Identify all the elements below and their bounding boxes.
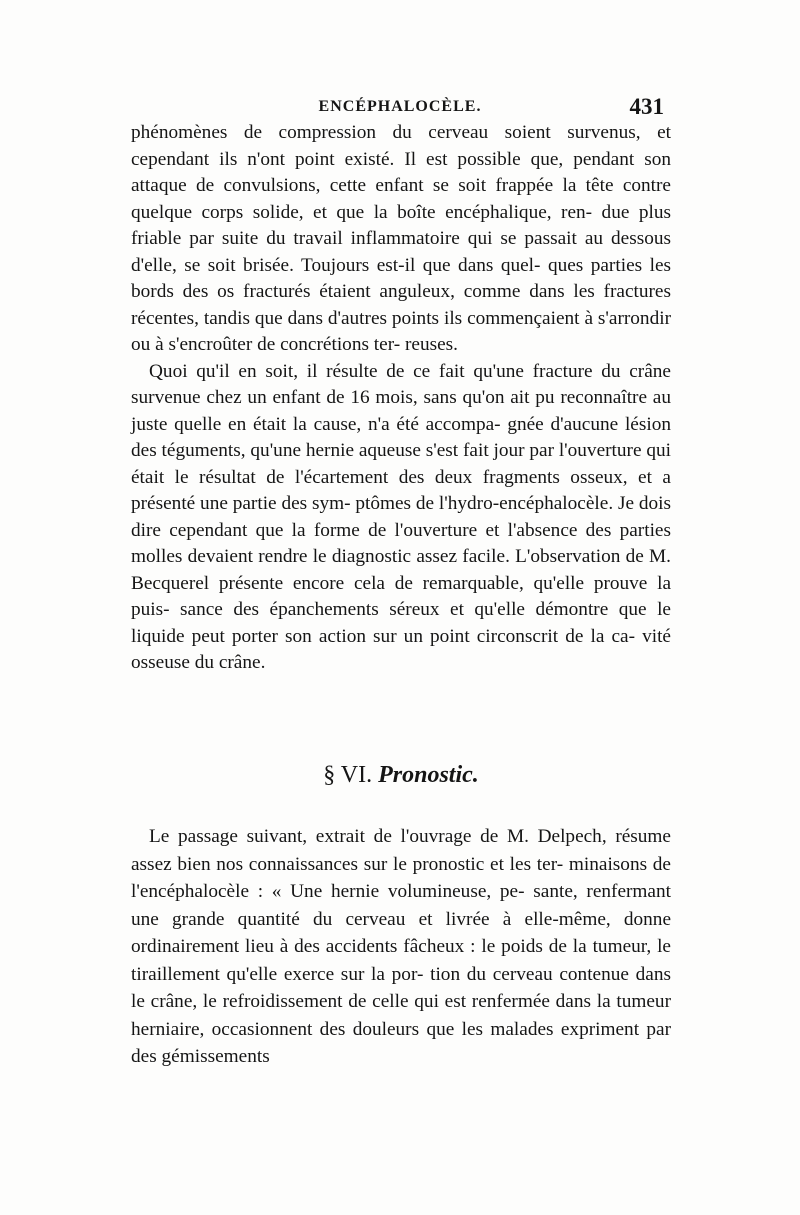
text-line: vité osseuse du crâne. bbox=[131, 625, 671, 673]
text-line: liquide peut porter son action sur un point circonscrit de la ca- bbox=[131, 625, 635, 647]
text-line: des douleurs que les malades expriment par des gémissements bbox=[131, 1018, 671, 1067]
text-line: son attaque de convulsions, cette enfant se soit frappée la tête bbox=[131, 148, 672, 196]
text-line: due plus friable par suite du travail inflammatoire qui se passait bbox=[131, 201, 671, 249]
page-number: 431 bbox=[629, 94, 664, 119]
text-line: reuses. bbox=[404, 334, 458, 355]
running-head: ENCÉPHALOCÈLE. bbox=[318, 98, 482, 115]
body-text-upper bbox=[131, 120, 671, 677]
text-line: sance des épanchements séreux et qu'elle démontre que le bbox=[180, 599, 671, 620]
section-heading bbox=[131, 760, 671, 790]
text-line: gnée d'aucune lésion des téguments, qu'une hernie aqueuse s'est bbox=[131, 413, 671, 461]
text-line: contre quelque corps solide, et que la boîte encéphalique, ren- bbox=[131, 175, 671, 223]
text-line: commençaient à s'arrondir ou à s'encroûter de concrétions ter- bbox=[131, 307, 671, 355]
text-line: crâne survenue chez un enfant de 16 mois, sans qu'on ait pu bbox=[131, 360, 671, 408]
text-line: sante, renfermant une grande quantité du cerveau et livrée à bbox=[131, 881, 671, 930]
text-line: des deux fragments osseux, et a présenté une partie des sym- bbox=[131, 466, 671, 514]
body-text-lower bbox=[131, 823, 671, 1071]
text-line: résume assez bien nos connaissances sur le pronostic et les ter- bbox=[131, 826, 671, 875]
paragraph-continued bbox=[131, 120, 671, 359]
text-line: reconnaître au juste quelle en était la cause, n'a été accompa- bbox=[131, 387, 671, 435]
text-line: celle qui est renfermée dans la tumeur herniaire, occasionnent bbox=[131, 991, 671, 1040]
text-line: au dessous d'elle, se soit brisée. Toujours est-il que dans quel- bbox=[131, 228, 671, 276]
text-line: ques parties les bords des os fracturés étaient anguleux, comme bbox=[131, 254, 672, 302]
text-line: présente encore cela de remarquable, qu'elle prouve la puis- bbox=[131, 572, 672, 620]
text-line: forme de l'ouverture et l'absence des parties molles devaient bbox=[131, 519, 671, 567]
text-line: fait jour par l'ouverture qui était le résultat de l'écartement bbox=[131, 440, 671, 488]
text-line: minaisons de l'encéphalocèle : « Une hernie volumineuse, pe- bbox=[131, 853, 671, 902]
text-line: cependant ils n'ont point existé. Il est possible que, pendant bbox=[131, 148, 635, 170]
section-title: Pronostic. bbox=[378, 762, 479, 788]
text-line: phénomènes de compression du cerveau soient survenus, et bbox=[131, 122, 671, 143]
text-line: rendre le diagnostic assez facile. L'observation de M. Becquerel bbox=[131, 546, 671, 594]
section-number: § VI. bbox=[323, 762, 373, 788]
text-line: le poids de la tumeur, le tiraillement qu'elle exerce sur la por- bbox=[131, 936, 671, 985]
paragraph bbox=[131, 359, 671, 677]
text-line: Le passage suivant, extrait de l'ouvrage de M. Delpech, bbox=[149, 826, 607, 847]
text-line: Quoi qu'il en soit, il résulte de ce fait qu'une fracture du bbox=[149, 360, 621, 382]
text-line: dans les fractures récentes, tandis que dans d'autres points ils bbox=[131, 281, 671, 329]
paragraph bbox=[131, 823, 671, 1071]
text-line: ptômes de l'hydro-encéphalocèle. Je dois dire cependant que la bbox=[131, 493, 671, 541]
text-line: tion du cerveau contenue dans le crâne, le refroidissement de bbox=[131, 963, 671, 1012]
text-line: elle-même, donne ordinairement lieu à des accidents fâcheux : bbox=[131, 908, 672, 957]
